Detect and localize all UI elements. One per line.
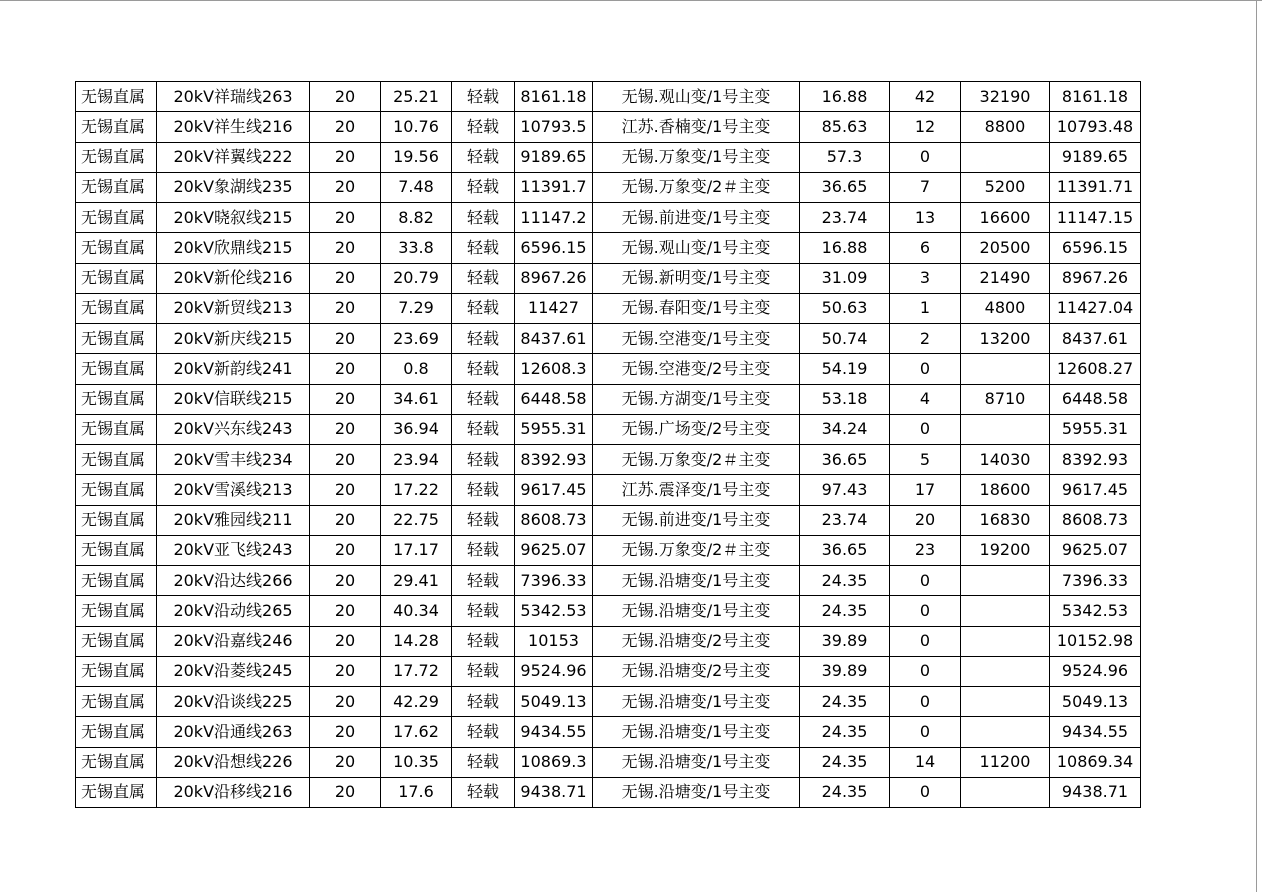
load-value-cell: 9617.45 <box>515 475 593 505</box>
load-value-cell: 8967.26 <box>515 263 593 293</box>
total-cell: 11391.71 <box>1050 172 1141 202</box>
line-name-cell: 20kV沿通线263 <box>157 717 310 747</box>
capacity-cell: 14030 <box>961 445 1050 475</box>
substation-rate-cell: 23.74 <box>800 203 890 233</box>
count-cell: 0 <box>890 354 961 384</box>
load-value-cell: 5955.31 <box>515 414 593 444</box>
load-value-cell: 10869.3 <box>515 747 593 777</box>
load-status-cell: 轻载 <box>452 203 515 233</box>
rate-cell: 10.35 <box>381 747 452 777</box>
load-value-cell: 5342.53 <box>515 596 593 626</box>
line-name-cell: 20kV欣鼎线215 <box>157 233 310 263</box>
load-value-cell: 9625.07 <box>515 535 593 565</box>
capacity-cell <box>961 354 1050 384</box>
voltage-cell: 20 <box>310 112 381 142</box>
substation-rate-cell: 54.19 <box>800 354 890 384</box>
count-cell: 0 <box>890 142 961 172</box>
line-name-cell: 20kV雪溪线213 <box>157 475 310 505</box>
unit-cell: 无锡直属 <box>76 172 157 202</box>
substation-cell: 无锡.沿塘变/1号主变 <box>593 747 800 777</box>
substation-cell: 无锡.沿塘变/1号主变 <box>593 687 800 717</box>
voltage-cell: 20 <box>310 596 381 626</box>
load-value-cell: 11427 <box>515 293 593 323</box>
table-row <box>76 717 1141 747</box>
table-row <box>76 414 1141 444</box>
substation-rate-cell: 36.65 <box>800 172 890 202</box>
substation-rate-cell: 97.43 <box>800 475 890 505</box>
unit-cell: 无锡直属 <box>76 626 157 656</box>
line-name-cell: 20kV雅园线211 <box>157 505 310 535</box>
load-value-cell: 12608.3 <box>515 354 593 384</box>
line-name-cell: 20kV沿想线226 <box>157 747 310 777</box>
substation-rate-cell: 50.74 <box>800 324 890 354</box>
voltage-cell: 20 <box>310 505 381 535</box>
rate-cell: 22.75 <box>381 505 452 535</box>
count-cell: 23 <box>890 535 961 565</box>
rate-cell: 33.8 <box>381 233 452 263</box>
count-cell: 17 <box>890 475 961 505</box>
unit-cell: 无锡直属 <box>76 747 157 777</box>
rate-cell: 7.48 <box>381 172 452 202</box>
unit-cell: 无锡直属 <box>76 475 157 505</box>
voltage-cell: 20 <box>310 747 381 777</box>
total-cell: 9434.55 <box>1050 717 1141 747</box>
table-row <box>76 354 1141 384</box>
line-name-cell: 20kV信联线215 <box>157 384 310 414</box>
unit-cell: 无锡直属 <box>76 203 157 233</box>
substation-rate-cell: 24.35 <box>800 717 890 747</box>
count-cell: 2 <box>890 324 961 354</box>
count-cell: 13 <box>890 203 961 233</box>
rate-cell: 17.62 <box>381 717 452 747</box>
substation-rate-cell: 24.35 <box>800 596 890 626</box>
voltage-cell: 20 <box>310 687 381 717</box>
substation-cell: 无锡.万象变/2＃主变 <box>593 445 800 475</box>
line-name-cell: 20kV新贸线213 <box>157 293 310 323</box>
capacity-cell: 16830 <box>961 505 1050 535</box>
load-value-cell: 9438.71 <box>515 777 593 807</box>
capacity-cell: 13200 <box>961 324 1050 354</box>
line-name-cell: 20kV祥生线216 <box>157 112 310 142</box>
line-name-cell: 20kV沿移线216 <box>157 777 310 807</box>
load-value-cell: 10153 <box>515 626 593 656</box>
capacity-cell <box>961 142 1050 172</box>
table-row <box>76 112 1141 142</box>
substation-rate-cell: 36.65 <box>800 535 890 565</box>
total-cell: 7396.33 <box>1050 566 1141 596</box>
count-cell: 0 <box>890 777 961 807</box>
substation-cell: 无锡.新明变/1号主变 <box>593 263 800 293</box>
voltage-cell: 20 <box>310 656 381 686</box>
substation-cell: 无锡.沿塘变/1号主变 <box>593 717 800 747</box>
table-row <box>76 475 1141 505</box>
load-value-cell: 7396.33 <box>515 566 593 596</box>
load-value-cell: 6448.58 <box>515 384 593 414</box>
substation-rate-cell: 50.63 <box>800 293 890 323</box>
load-value-cell: 9524.96 <box>515 656 593 686</box>
line-name-cell: 20kV象湖线235 <box>157 172 310 202</box>
load-status-cell: 轻载 <box>452 687 515 717</box>
unit-cell: 无锡直属 <box>76 82 157 112</box>
total-cell: 8967.26 <box>1050 263 1141 293</box>
substation-cell: 无锡.前进变/1号主变 <box>593 505 800 535</box>
voltage-cell: 20 <box>310 535 381 565</box>
count-cell: 1 <box>890 293 961 323</box>
rate-cell: 17.6 <box>381 777 452 807</box>
table-row <box>76 747 1141 777</box>
substation-rate-cell: 16.88 <box>800 82 890 112</box>
load-status-cell: 轻载 <box>452 747 515 777</box>
table-row <box>76 687 1141 717</box>
rate-cell: 10.76 <box>381 112 452 142</box>
line-name-cell: 20kV沿菱线245 <box>157 656 310 686</box>
rate-cell: 17.22 <box>381 475 452 505</box>
total-cell: 11147.15 <box>1050 203 1141 233</box>
substation-rate-cell: 85.63 <box>800 112 890 142</box>
substation-cell: 无锡.前进变/1号主变 <box>593 203 800 233</box>
substation-rate-cell: 31.09 <box>800 263 890 293</box>
voltage-cell: 20 <box>310 263 381 293</box>
load-status-cell: 轻载 <box>452 293 515 323</box>
total-cell: 5342.53 <box>1050 596 1141 626</box>
table-row <box>76 82 1141 112</box>
table-row <box>76 535 1141 565</box>
rate-cell: 42.29 <box>381 687 452 717</box>
substation-rate-cell: 36.65 <box>800 445 890 475</box>
total-cell: 5049.13 <box>1050 687 1141 717</box>
line-name-cell: 20kV亚飞线243 <box>157 535 310 565</box>
unit-cell: 无锡直属 <box>76 233 157 263</box>
voltage-cell: 20 <box>310 384 381 414</box>
load-status-cell: 轻载 <box>452 384 515 414</box>
capacity-cell <box>961 626 1050 656</box>
total-cell: 8392.93 <box>1050 445 1141 475</box>
total-cell: 9438.71 <box>1050 777 1141 807</box>
line-name-cell: 20kV兴东线243 <box>157 414 310 444</box>
substation-cell: 江苏.香楠变/1号主变 <box>593 112 800 142</box>
total-cell: 10152.98 <box>1050 626 1141 656</box>
substation-cell: 无锡.沿塘变/2号主变 <box>593 626 800 656</box>
line-name-cell: 20kV雪丰线234 <box>157 445 310 475</box>
rate-cell: 0.8 <box>381 354 452 384</box>
load-status-cell: 轻载 <box>452 112 515 142</box>
line-name-cell: 20kV祥翼线222 <box>157 142 310 172</box>
load-status-cell: 轻载 <box>452 82 515 112</box>
substation-cell: 无锡.万象变/1号主变 <box>593 142 800 172</box>
voltage-cell: 20 <box>310 82 381 112</box>
substation-cell: 无锡.万象变/2＃主变 <box>593 535 800 565</box>
unit-cell: 无锡直属 <box>76 112 157 142</box>
rate-cell: 8.82 <box>381 203 452 233</box>
rate-cell: 23.69 <box>381 324 452 354</box>
capacity-cell: 4800 <box>961 293 1050 323</box>
feeder-load-table <box>75 81 1141 808</box>
substation-rate-cell: 53.18 <box>800 384 890 414</box>
substation-cell: 无锡.观山变/1号主变 <box>593 233 800 263</box>
count-cell: 20 <box>890 505 961 535</box>
rate-cell: 25.21 <box>381 82 452 112</box>
rate-cell: 34.61 <box>381 384 452 414</box>
substation-cell: 无锡.广场变/2号主变 <box>593 414 800 444</box>
load-value-cell: 8437.61 <box>515 324 593 354</box>
capacity-cell: 20500 <box>961 233 1050 263</box>
substation-rate-cell: 24.35 <box>800 747 890 777</box>
count-cell: 6 <box>890 233 961 263</box>
capacity-cell: 16600 <box>961 203 1050 233</box>
unit-cell: 无锡直属 <box>76 142 157 172</box>
unit-cell: 无锡直属 <box>76 717 157 747</box>
line-name-cell: 20kV新伦线216 <box>157 263 310 293</box>
total-cell: 9617.45 <box>1050 475 1141 505</box>
count-cell: 0 <box>890 656 961 686</box>
table-row <box>76 263 1141 293</box>
substation-cell: 无锡.沿塘变/2号主变 <box>593 656 800 686</box>
capacity-cell: 19200 <box>961 535 1050 565</box>
load-status-cell: 轻载 <box>452 263 515 293</box>
count-cell: 7 <box>890 172 961 202</box>
table-body <box>76 82 1141 808</box>
substation-cell: 无锡.观山变/1号主变 <box>593 82 800 112</box>
substation-rate-cell: 16.88 <box>800 233 890 263</box>
substation-rate-cell: 23.74 <box>800 505 890 535</box>
table-row <box>76 203 1141 233</box>
voltage-cell: 20 <box>310 475 381 505</box>
total-cell: 5955.31 <box>1050 414 1141 444</box>
count-cell: 42 <box>890 82 961 112</box>
count-cell: 4 <box>890 384 961 414</box>
total-cell: 8437.61 <box>1050 324 1141 354</box>
substation-rate-cell: 24.35 <box>800 777 890 807</box>
total-cell: 6596.15 <box>1050 233 1141 263</box>
voltage-cell: 20 <box>310 293 381 323</box>
total-cell: 12608.27 <box>1050 354 1141 384</box>
load-status-cell: 轻载 <box>452 172 515 202</box>
unit-cell: 无锡直属 <box>76 566 157 596</box>
load-value-cell: 11147.2 <box>515 203 593 233</box>
load-status-cell: 轻载 <box>452 626 515 656</box>
load-status-cell: 轻载 <box>452 414 515 444</box>
total-cell: 11427.04 <box>1050 293 1141 323</box>
total-cell: 10869.34 <box>1050 747 1141 777</box>
load-value-cell: 5049.13 <box>515 687 593 717</box>
load-status-cell: 轻载 <box>452 566 515 596</box>
load-status-cell: 轻载 <box>452 717 515 747</box>
unit-cell: 无锡直属 <box>76 324 157 354</box>
load-status-cell: 轻载 <box>452 596 515 626</box>
total-cell: 8161.18 <box>1050 82 1141 112</box>
rate-cell: 17.72 <box>381 656 452 686</box>
load-status-cell: 轻载 <box>452 324 515 354</box>
unit-cell: 无锡直属 <box>76 445 157 475</box>
load-value-cell: 10793.5 <box>515 112 593 142</box>
voltage-cell: 20 <box>310 626 381 656</box>
capacity-cell: 32190 <box>961 82 1050 112</box>
load-status-cell: 轻载 <box>452 445 515 475</box>
capacity-cell <box>961 566 1050 596</box>
table-row <box>76 626 1141 656</box>
count-cell: 0 <box>890 596 961 626</box>
count-cell: 0 <box>890 687 961 717</box>
voltage-cell: 20 <box>310 777 381 807</box>
line-name-cell: 20kV新韵线241 <box>157 354 310 384</box>
table-row <box>76 596 1141 626</box>
load-status-cell: 轻载 <box>452 505 515 535</box>
table-row <box>76 142 1141 172</box>
unit-cell: 无锡直属 <box>76 263 157 293</box>
count-cell: 3 <box>890 263 961 293</box>
voltage-cell: 20 <box>310 324 381 354</box>
load-value-cell: 9434.55 <box>515 717 593 747</box>
load-value-cell: 8161.18 <box>515 82 593 112</box>
unit-cell: 无锡直属 <box>76 414 157 444</box>
line-name-cell: 20kV沿嘉线246 <box>157 626 310 656</box>
table-row <box>76 656 1141 686</box>
capacity-cell <box>961 717 1050 747</box>
substation-rate-cell: 39.89 <box>800 626 890 656</box>
unit-cell: 无锡直属 <box>76 777 157 807</box>
table-row <box>76 233 1141 263</box>
substation-cell: 无锡.沿塘变/1号主变 <box>593 596 800 626</box>
unit-cell: 无锡直属 <box>76 384 157 414</box>
line-name-cell: 20kV沿动线265 <box>157 596 310 626</box>
load-status-cell: 轻载 <box>452 354 515 384</box>
load-status-cell: 轻载 <box>452 233 515 263</box>
substation-cell: 无锡.空港变/2号主变 <box>593 354 800 384</box>
unit-cell: 无锡直属 <box>76 535 157 565</box>
rate-cell: 40.34 <box>381 596 452 626</box>
load-value-cell: 11391.7 <box>515 172 593 202</box>
voltage-cell: 20 <box>310 717 381 747</box>
substation-cell: 无锡.方湖变/1号主变 <box>593 384 800 414</box>
total-cell: 6448.58 <box>1050 384 1141 414</box>
load-value-cell: 9189.65 <box>515 142 593 172</box>
count-cell: 12 <box>890 112 961 142</box>
total-cell: 8608.73 <box>1050 505 1141 535</box>
voltage-cell: 20 <box>310 445 381 475</box>
capacity-cell: 18600 <box>961 475 1050 505</box>
rate-cell: 36.94 <box>381 414 452 444</box>
capacity-cell <box>961 777 1050 807</box>
line-name-cell: 20kV沿达线266 <box>157 566 310 596</box>
table-row <box>76 505 1141 535</box>
capacity-cell <box>961 656 1050 686</box>
load-status-cell: 轻载 <box>452 656 515 686</box>
count-cell: 0 <box>890 414 961 444</box>
capacity-cell <box>961 687 1050 717</box>
rate-cell: 29.41 <box>381 566 452 596</box>
substation-rate-cell: 24.35 <box>800 687 890 717</box>
substation-rate-cell: 24.35 <box>800 566 890 596</box>
table-row <box>76 324 1141 354</box>
capacity-cell: 11200 <box>961 747 1050 777</box>
voltage-cell: 20 <box>310 414 381 444</box>
substation-cell: 无锡.沿塘变/1号主变 <box>593 566 800 596</box>
voltage-cell: 20 <box>310 142 381 172</box>
unit-cell: 无锡直属 <box>76 656 157 686</box>
load-status-cell: 轻载 <box>452 777 515 807</box>
total-cell: 9625.07 <box>1050 535 1141 565</box>
total-cell: 9524.96 <box>1050 656 1141 686</box>
load-value-cell: 8608.73 <box>515 505 593 535</box>
unit-cell: 无锡直属 <box>76 505 157 535</box>
total-cell: 10793.48 <box>1050 112 1141 142</box>
voltage-cell: 20 <box>310 354 381 384</box>
load-status-cell: 轻载 <box>452 142 515 172</box>
load-value-cell: 6596.15 <box>515 233 593 263</box>
capacity-cell: 8800 <box>961 112 1050 142</box>
rate-cell: 20.79 <box>381 263 452 293</box>
rate-cell: 23.94 <box>381 445 452 475</box>
count-cell: 0 <box>890 717 961 747</box>
substation-rate-cell: 34.24 <box>800 414 890 444</box>
table-row <box>76 172 1141 202</box>
page-edge-top <box>0 0 1262 1</box>
unit-cell: 无锡直属 <box>76 596 157 626</box>
count-cell: 5 <box>890 445 961 475</box>
table-row <box>76 566 1141 596</box>
page-edge-right <box>1256 0 1257 892</box>
unit-cell: 无锡直属 <box>76 687 157 717</box>
unit-cell: 无锡直属 <box>76 354 157 384</box>
line-name-cell: 20kV新庆线215 <box>157 324 310 354</box>
substation-cell: 江苏.震泽变/1号主变 <box>593 475 800 505</box>
voltage-cell: 20 <box>310 233 381 263</box>
substation-rate-cell: 39.89 <box>800 656 890 686</box>
substation-cell: 无锡.万象变/2＃主变 <box>593 172 800 202</box>
substation-cell: 无锡.空港变/1号主变 <box>593 324 800 354</box>
count-cell: 14 <box>890 747 961 777</box>
load-status-cell: 轻载 <box>452 535 515 565</box>
voltage-cell: 20 <box>310 566 381 596</box>
count-cell: 0 <box>890 626 961 656</box>
capacity-cell: 5200 <box>961 172 1050 202</box>
rate-cell: 14.28 <box>381 626 452 656</box>
table-row <box>76 293 1141 323</box>
substation-cell: 无锡.沿塘变/1号主变 <box>593 777 800 807</box>
capacity-cell <box>961 596 1050 626</box>
substation-cell: 无锡.春阳变/1号主变 <box>593 293 800 323</box>
table-row <box>76 445 1141 475</box>
load-status-cell: 轻载 <box>452 475 515 505</box>
line-name-cell: 20kV晓叙线215 <box>157 203 310 233</box>
capacity-cell: 21490 <box>961 263 1050 293</box>
rate-cell: 17.17 <box>381 535 452 565</box>
load-value-cell: 8392.93 <box>515 445 593 475</box>
table-row <box>76 777 1141 807</box>
capacity-cell: 8710 <box>961 384 1050 414</box>
count-cell: 0 <box>890 566 961 596</box>
line-name-cell: 20kV祥瑞线263 <box>157 82 310 112</box>
substation-rate-cell: 57.3 <box>800 142 890 172</box>
rate-cell: 19.56 <box>381 142 452 172</box>
total-cell: 9189.65 <box>1050 142 1141 172</box>
voltage-cell: 20 <box>310 172 381 202</box>
voltage-cell: 20 <box>310 203 381 233</box>
line-name-cell: 20kV沿谈线225 <box>157 687 310 717</box>
unit-cell: 无锡直属 <box>76 293 157 323</box>
table-row <box>76 384 1141 414</box>
capacity-cell <box>961 414 1050 444</box>
rate-cell: 7.29 <box>381 293 452 323</box>
